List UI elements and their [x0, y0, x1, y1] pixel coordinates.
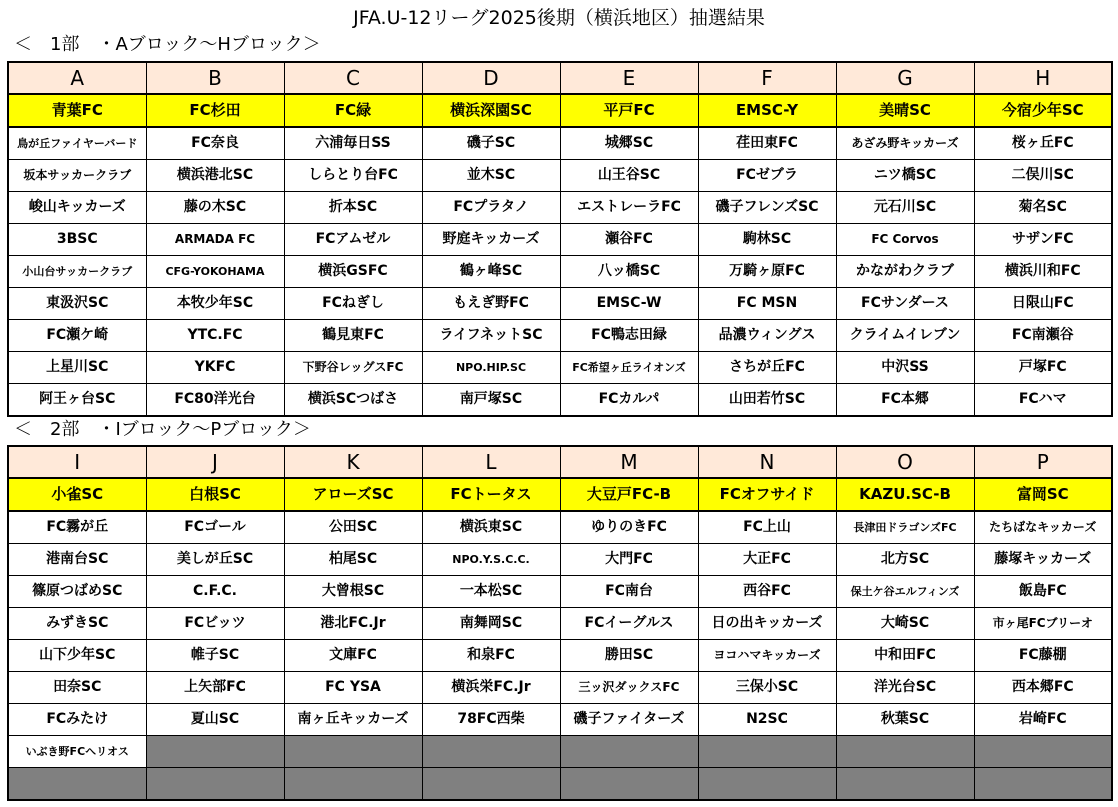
block-letter: M — [560, 446, 698, 478]
team-cell: 帷子SC — [146, 640, 284, 672]
team-cell: サザンFC — [974, 224, 1112, 256]
team-cell: FCゴール — [146, 511, 284, 544]
team-cell: 横浜川和FC — [974, 256, 1112, 288]
table-row — [8, 736, 1112, 768]
team-cell: 六浦毎日SS — [284, 127, 422, 160]
empty-cell — [284, 736, 422, 768]
team-cell: FCサンダース — [836, 288, 974, 320]
team-cell: FC奈良 — [146, 127, 284, 160]
team-cell: みずきSC — [8, 608, 146, 640]
team-cell: FC藤棚 — [974, 640, 1112, 672]
team-cell: 磯子ファイターズ — [560, 704, 698, 736]
team-cell: 和泉FC — [422, 640, 560, 672]
seed-team-cell: 平戸FC — [560, 94, 698, 127]
empty-cell — [698, 736, 836, 768]
team-cell: ARMADA FC — [146, 224, 284, 256]
block-letter: G — [836, 62, 974, 94]
team-cell: C.F.C. — [146, 576, 284, 608]
empty-cell — [698, 768, 836, 801]
team-cell: FCビッツ — [146, 608, 284, 640]
team-cell: 日の出キッカーズ — [698, 608, 836, 640]
team-cell: 夏山SC — [146, 704, 284, 736]
team-cell: 南舞岡SC — [422, 608, 560, 640]
seed-row — [8, 478, 1112, 511]
seed-team-cell: FC緑 — [284, 94, 422, 127]
block-letter: O — [836, 446, 974, 478]
team-cell: 飯島FC — [974, 576, 1112, 608]
team-cell: 磯子フレンズSC — [698, 192, 836, 224]
team-cell: FC80洋光台 — [146, 384, 284, 417]
team-cell: 戸塚FC — [974, 352, 1112, 384]
team-cell: N2SC — [698, 704, 836, 736]
team-cell: 鶴見東FC — [284, 320, 422, 352]
team-cell: FC南瀬谷 — [974, 320, 1112, 352]
team-cell: 文庫FC — [284, 640, 422, 672]
team-cell: 中沢SS — [836, 352, 974, 384]
division-2-table — [7, 445, 1113, 801]
empty-cell — [560, 768, 698, 801]
section-2-heading: ＜ 2部 ・Iブロック～Pブロック＞ — [14, 419, 311, 440]
team-cell: いぶき野FCヘリオス — [8, 736, 146, 768]
seed-team-cell: 今宿少年SC — [974, 94, 1112, 127]
seed-team-cell: 青葉FC — [8, 94, 146, 127]
seed-row — [8, 94, 1112, 127]
empty-cell — [974, 736, 1112, 768]
team-cell: 本牧少年SC — [146, 288, 284, 320]
empty-cell — [836, 736, 974, 768]
empty-cell — [284, 768, 422, 801]
team-cell: かながわクラブ — [836, 256, 974, 288]
block-letter: H — [974, 62, 1112, 94]
block-header-row — [8, 446, 1112, 478]
block-letter: F — [698, 62, 836, 94]
team-cell: NPO.HIP.SC — [422, 352, 560, 384]
team-cell: 鳥が丘ファイヤーバード — [8, 127, 146, 160]
team-cell: 八ッ橋SC — [560, 256, 698, 288]
seed-team-cell: 美晴SC — [836, 94, 974, 127]
seed-team-cell: FC杉田 — [146, 94, 284, 127]
table-row — [8, 704, 1112, 736]
table-row — [8, 544, 1112, 576]
team-cell: 港南台SC — [8, 544, 146, 576]
team-cell: 荏田東FC — [698, 127, 836, 160]
table-row — [8, 224, 1112, 256]
team-cell: 山田若竹SC — [698, 384, 836, 417]
table-row — [8, 640, 1112, 672]
empty-cell — [146, 736, 284, 768]
team-cell: FCハマ — [974, 384, 1112, 417]
team-cell: 洋光台SC — [836, 672, 974, 704]
team-cell: YKFC — [146, 352, 284, 384]
team-cell: 万騎ヶ原FC — [698, 256, 836, 288]
team-cell: FCみたけ — [8, 704, 146, 736]
seed-team-cell: 富岡SC — [974, 478, 1112, 511]
team-cell: 保土ケ谷エルフィンズ — [836, 576, 974, 608]
team-cell: 折本SC — [284, 192, 422, 224]
seed-team-cell: 大豆戸FC-B — [560, 478, 698, 511]
team-cell: 上矢部FC — [146, 672, 284, 704]
team-cell: ヨコハマキッカーズ — [698, 640, 836, 672]
team-cell: 横浜港北SC — [146, 160, 284, 192]
table-row — [8, 288, 1112, 320]
seed-team-cell: アローズSC — [284, 478, 422, 511]
team-cell: 野庭キッカーズ — [422, 224, 560, 256]
team-cell: FCアムゼル — [284, 224, 422, 256]
block-letter: A — [8, 62, 146, 94]
team-cell: FC鴨志田緑 — [560, 320, 698, 352]
team-cell: ゆりのきFC — [560, 511, 698, 544]
team-cell: エストレーラFC — [560, 192, 698, 224]
team-cell: 北方SC — [836, 544, 974, 576]
team-cell: 山下少年SC — [8, 640, 146, 672]
team-cell: 南ヶ丘キッカーズ — [284, 704, 422, 736]
block-letter: N — [698, 446, 836, 478]
team-cell: 南戸塚SC — [422, 384, 560, 417]
team-cell: 公田SC — [284, 511, 422, 544]
empty-cell — [146, 768, 284, 801]
team-cell: 城郷SC — [560, 127, 698, 160]
team-cell: FC MSN — [698, 288, 836, 320]
table-row — [8, 608, 1112, 640]
team-cell: 大正FC — [698, 544, 836, 576]
division-1-table — [7, 61, 1113, 417]
team-cell: 坂本サッカークラブ — [8, 160, 146, 192]
table-row — [8, 576, 1112, 608]
block-letter: L — [422, 446, 560, 478]
team-cell: FC本郷 — [836, 384, 974, 417]
team-cell: 勝田SC — [560, 640, 698, 672]
team-cell: 磯子SC — [422, 127, 560, 160]
team-cell: 瀬谷FC — [560, 224, 698, 256]
team-cell: NPO.Y.S.C.C. — [422, 544, 560, 576]
page-title: JFA.U-12リーグ2025後期（横浜地区）抽選結果 — [353, 7, 765, 29]
block-letter: B — [146, 62, 284, 94]
empty-cell — [422, 736, 560, 768]
team-cell: 中和田FC — [836, 640, 974, 672]
empty-cell — [422, 768, 560, 801]
seed-team-cell: FCトータス — [422, 478, 560, 511]
team-cell: 阿王ヶ台SC — [8, 384, 146, 417]
team-cell: ニツ橋SC — [836, 160, 974, 192]
block-header-row — [8, 62, 1112, 94]
team-cell: 横浜SCつばさ — [284, 384, 422, 417]
team-cell: 大曾根SC — [284, 576, 422, 608]
empty-cell — [836, 768, 974, 801]
team-cell: FCプラタノ — [422, 192, 560, 224]
team-cell: 藤塚キッカーズ — [974, 544, 1112, 576]
team-cell: 岩崎FC — [974, 704, 1112, 736]
team-cell: 三ッ沢ダックスFC — [560, 672, 698, 704]
team-cell: 長津田ドラゴンズFC — [836, 511, 974, 544]
table-row — [8, 511, 1112, 544]
team-cell: 小山台サッカークラブ — [8, 256, 146, 288]
team-cell: FC瀬ケ崎 — [8, 320, 146, 352]
table-row — [8, 256, 1112, 288]
team-cell: 横浜栄FC.Jr — [422, 672, 560, 704]
team-cell: 下野谷レッグスFC — [284, 352, 422, 384]
table-row — [8, 127, 1112, 160]
table-row — [8, 384, 1112, 417]
team-cell: 峻山キッカーズ — [8, 192, 146, 224]
team-cell: 駒林SC — [698, 224, 836, 256]
team-cell: 田奈SC — [8, 672, 146, 704]
team-cell: 鶴ヶ峰SC — [422, 256, 560, 288]
block-letter: J — [146, 446, 284, 478]
block-letter: C — [284, 62, 422, 94]
team-cell: 上星川SC — [8, 352, 146, 384]
team-cell: 港北FC.Jr — [284, 608, 422, 640]
team-cell: しらとり台FC — [284, 160, 422, 192]
team-cell: 二俣川SC — [974, 160, 1112, 192]
team-cell: さちが丘FC — [698, 352, 836, 384]
block-letter: K — [284, 446, 422, 478]
team-cell: 3BSC — [8, 224, 146, 256]
team-cell: ライフネットSC — [422, 320, 560, 352]
team-cell: 柏尾SC — [284, 544, 422, 576]
team-cell: YTC.FC — [146, 320, 284, 352]
block-letter: E — [560, 62, 698, 94]
team-cell: CFG-YOKOHAMA — [146, 256, 284, 288]
team-cell: FC Corvos — [836, 224, 974, 256]
table-row — [8, 320, 1112, 352]
team-cell: FC YSA — [284, 672, 422, 704]
seed-team-cell: EMSC-Y — [698, 94, 836, 127]
team-cell: 美しが丘SC — [146, 544, 284, 576]
block-letter: I — [8, 446, 146, 478]
team-cell: 菊名SC — [974, 192, 1112, 224]
table-row — [8, 352, 1112, 384]
team-cell: 78FC西柴 — [422, 704, 560, 736]
team-cell: 大門FC — [560, 544, 698, 576]
team-cell: 秋葉SC — [836, 704, 974, 736]
team-cell: 市ヶ尾FCブリーオ — [974, 608, 1112, 640]
team-cell: クライムイレブン — [836, 320, 974, 352]
team-cell: あざみ野キッカーズ — [836, 127, 974, 160]
seed-team-cell: 白根SC — [146, 478, 284, 511]
team-cell: FCカルパ — [560, 384, 698, 417]
team-cell: FCイーグルス — [560, 608, 698, 640]
team-cell: FCゼブラ — [698, 160, 836, 192]
team-cell: EMSC-W — [560, 288, 698, 320]
team-cell: 横浜東SC — [422, 511, 560, 544]
team-cell: FCねぎし — [284, 288, 422, 320]
table-row — [8, 160, 1112, 192]
table-row — [8, 192, 1112, 224]
table-row — [8, 672, 1112, 704]
team-cell: FC希望ヶ丘ライオンズ — [560, 352, 698, 384]
block-letter: P — [974, 446, 1112, 478]
seed-team-cell: 小雀SC — [8, 478, 146, 511]
section-1-heading: ＜ 1部 ・Aブロック～Hブロック＞ — [14, 34, 321, 55]
team-cell: 三保小SC — [698, 672, 836, 704]
team-cell: もえぎ野FC — [422, 288, 560, 320]
team-cell: 一本松SC — [422, 576, 560, 608]
team-cell: 山王谷SC — [560, 160, 698, 192]
team-cell: 日限山FC — [974, 288, 1112, 320]
team-cell: 篠原つばめSC — [8, 576, 146, 608]
team-cell: 藤の木SC — [146, 192, 284, 224]
team-cell: 横浜GSFC — [284, 256, 422, 288]
team-cell: 品濃ウィングス — [698, 320, 836, 352]
block-letter: D — [422, 62, 560, 94]
team-cell: FC上山 — [698, 511, 836, 544]
empty-cell — [560, 736, 698, 768]
team-cell: FC霧が丘 — [8, 511, 146, 544]
team-cell: 桜ヶ丘FC — [974, 127, 1112, 160]
team-cell: 西谷FC — [698, 576, 836, 608]
team-cell: たちばなキッカーズ — [974, 511, 1112, 544]
table-row — [8, 768, 1112, 801]
seed-team-cell: 横浜深園SC — [422, 94, 560, 127]
seed-team-cell: KAZU.SC-B — [836, 478, 974, 511]
team-cell: FC南台 — [560, 576, 698, 608]
empty-cell — [8, 768, 146, 801]
team-cell: 東汲沢SC — [8, 288, 146, 320]
team-cell: 元石川SC — [836, 192, 974, 224]
team-cell: 並木SC — [422, 160, 560, 192]
empty-cell — [974, 768, 1112, 801]
team-cell: 大崎SC — [836, 608, 974, 640]
seed-team-cell: FCオフサイド — [698, 478, 836, 511]
team-cell: 西本郷FC — [974, 672, 1112, 704]
